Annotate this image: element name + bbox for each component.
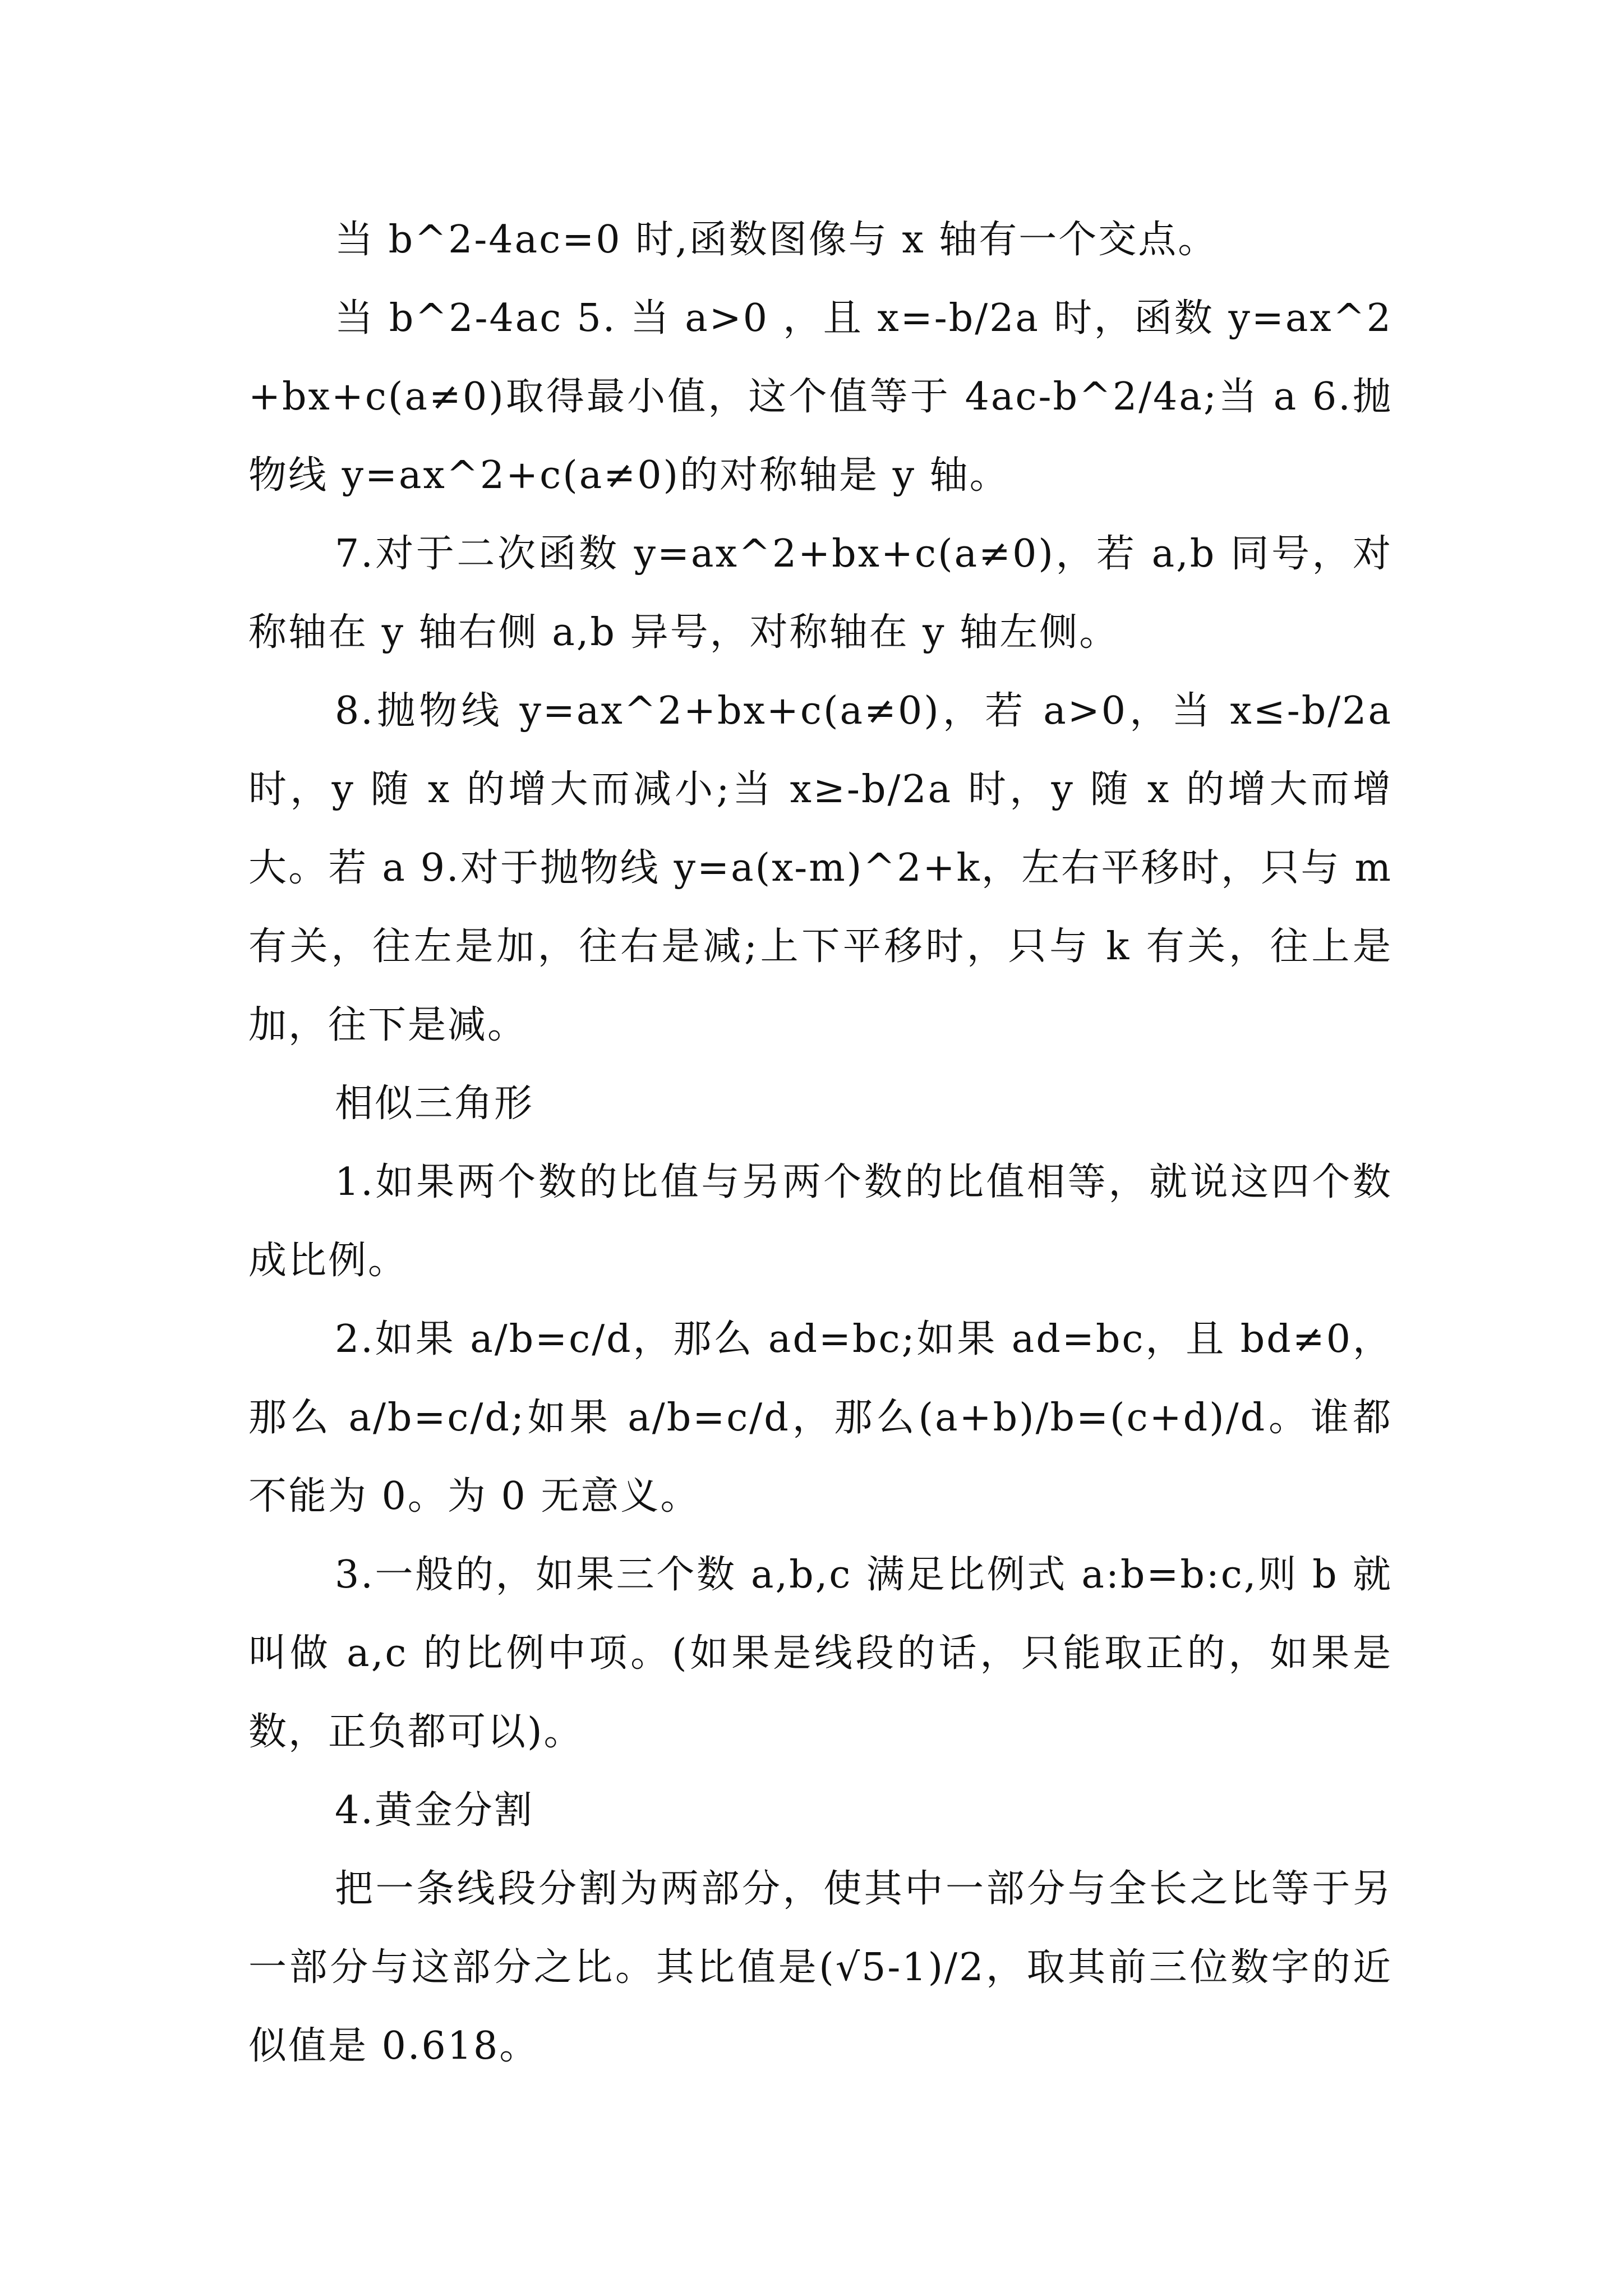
document-body bbox=[248, 201, 1393, 2086]
paragraph-mean-proportional: 3.一般的，如果三个数 a,b,c 满足比例式 a:b=b:c,则 b 就叫做 a,c 的比例中项。(如果是线段的话，只能取正的，如果是数，正负都可以)。 bbox=[248, 1553, 1393, 1754]
paragraph-proportion-definition: 1.如果两个数的比值与另两个数的比值相等，就说这四个数成比例。 bbox=[248, 1160, 1393, 1283]
subheading-golden-section: 4.黄金分割 bbox=[335, 1788, 534, 1833]
paragraph-discriminant-zero: 当 b^2-4ac=0 时,函数图像与 x 轴有一个交点。 bbox=[335, 218, 1218, 262]
paragraph-proportion-properties: 2.如果 a/b=c/d，那么 ad=bc;如果 ad=bc，且 bd≠0，那么 a/b=c/d;如果 a/b=c/d，那么(a+b)/b=(c+d)/d。谁都不能为 0。为 0 无意义。 bbox=[248, 1317, 1393, 1519]
paragraph-golden-section-definition: 把一条线段分割为两部分，使其中一部分与全长之比等于另一部分与这部分之比。其比值是(√5-1)/2，取其前三位数字的近似值是 0.618。 bbox=[248, 1867, 1393, 2068]
paragraph-minimum-value: 当 b^2-4ac 5. 当 a>0 ，且 x=-b/2a 时，函数 y=ax^2+bx+c(a≠0)取得最小值，这个值等于 4ac-b^2/4a;当 a 6.抛物线 y=ax^2+c(a≠0)的对称轴是 y 轴。 bbox=[248, 296, 1393, 498]
section-heading-similar-triangles: 相似三角形 bbox=[335, 1082, 534, 1126]
paragraph-axis-of-symmetry: 7.对于二次函数 y=ax^2+bx+c(a≠0)，若 a,b 同号，对称轴在 y 轴右侧 a,b 异号，对称轴在 y 轴左侧。 bbox=[248, 532, 1393, 655]
paragraph-monotonicity-translation: 8.抛物线 y=ax^2+bx+c(a≠0)，若 a>0，当 x≤-b/2a 时，y 随 x 的增大而减小;当 x≥-b/2a 时，y 随 x 的增大而增大。若 a 9.对于抛物线 y=a(x-m)^2+k，左右平移时，只与 m 有关，往左是加，往右是减;上下平移时，只与 k 有关，往上是加，往下是减。 bbox=[248, 689, 1393, 1047]
